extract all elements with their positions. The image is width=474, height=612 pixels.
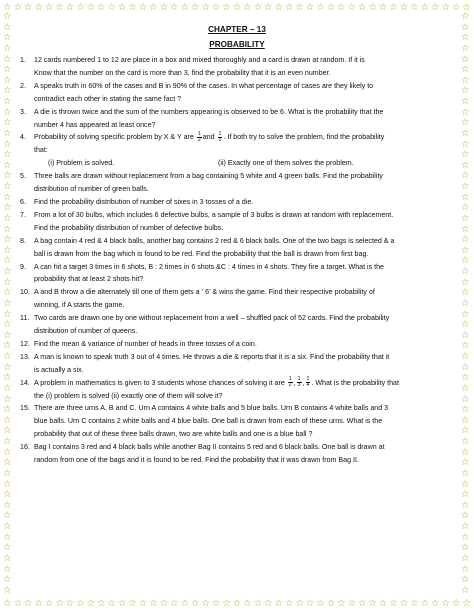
star-icon: ☆ xyxy=(222,598,231,609)
star-icon: ☆ xyxy=(368,598,377,609)
star-icon: ☆ xyxy=(3,404,12,416)
star-icon: ☆ xyxy=(461,234,470,246)
star-icon: ☆ xyxy=(461,425,470,437)
star-icon: ☆ xyxy=(3,11,12,22)
star-icon: ☆ xyxy=(253,2,263,13)
star-icon: ☆ xyxy=(461,467,470,479)
star-icon: ☆ xyxy=(180,598,189,609)
question-10: 10. A and B throw a die alternately till one of them gets a ‘ 6’ & wins the game. Find their respective probability of winning, if A starts the game. xyxy=(20,286,454,312)
star-icon: ☆ xyxy=(232,2,242,13)
question-number: 12. xyxy=(20,339,30,348)
star-icon: ☆ xyxy=(3,85,12,97)
question-number: 6. xyxy=(20,197,26,206)
star-icon: ☆ xyxy=(461,393,470,405)
star-icon: ☆ xyxy=(86,2,96,13)
star-icon: ☆ xyxy=(305,2,315,13)
star-icon: ☆ xyxy=(420,598,430,609)
star-icon: ☆ xyxy=(461,340,470,352)
star-icon: ☆ xyxy=(3,181,12,192)
question-4-parts xyxy=(20,157,454,170)
star-icon: ☆ xyxy=(274,2,283,13)
star-icon: ☆ xyxy=(295,2,304,13)
star-icon: ☆ xyxy=(347,598,356,609)
question-4: 4. Probability of solving specific problem by X & Y are $\frac{1}{2}$ and $\frac{1}{3}$ . If both try to solve the problem, find the probability that: xyxy=(20,131,454,157)
star-icon: ☆ xyxy=(3,499,12,511)
star-icon: ☆ xyxy=(430,2,440,13)
star-icon: ☆ xyxy=(117,2,127,13)
star-icon: ☆ xyxy=(461,11,470,22)
star-icon: ☆ xyxy=(368,2,377,13)
star-icon: ☆ xyxy=(441,2,450,13)
star-icon: ☆ xyxy=(96,598,106,609)
star-icon: ☆ xyxy=(378,598,388,609)
star-icon: ☆ xyxy=(357,2,367,13)
star-icon: ☆ xyxy=(461,159,470,171)
star-icon: ☆ xyxy=(3,170,12,182)
star-icon: ☆ xyxy=(461,53,470,65)
star-icon: ☆ xyxy=(399,598,409,609)
star-icon: ☆ xyxy=(23,598,33,609)
star-icon: ☆ xyxy=(462,598,471,609)
star-icon: ☆ xyxy=(3,489,12,501)
star-icon: ☆ xyxy=(117,598,127,609)
star-icon: ☆ xyxy=(461,244,470,256)
star-icon: ☆ xyxy=(3,531,12,543)
star-icon: ☆ xyxy=(263,2,273,13)
star-icon: ☆ xyxy=(461,329,470,341)
star-icon: ☆ xyxy=(211,2,221,13)
star-icon: ☆ xyxy=(55,598,64,609)
star-icon: ☆ xyxy=(326,2,336,13)
star-icon: ☆ xyxy=(461,489,470,501)
star-icon: ☆ xyxy=(128,598,137,609)
star-icon: ☆ xyxy=(190,598,200,609)
star-icon: ☆ xyxy=(461,202,470,214)
star-icon: ☆ xyxy=(451,2,461,13)
star-icon: ☆ xyxy=(461,127,470,139)
star-icon: ☆ xyxy=(3,191,12,203)
part-ii: (ii) Exactly one of them solves the problem. xyxy=(218,159,354,168)
star-icon: ☆ xyxy=(461,181,470,192)
star-icon: ☆ xyxy=(461,255,470,267)
question-11: 11. Two cards are drawn one by one without replacement from a well – shuffled pack of 52 cards. Find the probability distribution of number of queens. xyxy=(20,312,454,338)
star-icon: ☆ xyxy=(461,170,470,182)
star-icon: ☆ xyxy=(3,478,12,490)
star-icon: ☆ xyxy=(3,340,12,352)
star-icon: ☆ xyxy=(149,2,158,13)
star-icon: ☆ xyxy=(138,598,148,609)
star-icon: ☆ xyxy=(149,598,158,609)
star-icon: ☆ xyxy=(222,2,231,13)
star-icon: ☆ xyxy=(3,584,12,596)
star-icon: ☆ xyxy=(65,2,75,13)
star-icon: ☆ xyxy=(3,521,12,532)
star-icon: ☆ xyxy=(461,266,470,277)
star-icon: ☆ xyxy=(461,510,470,522)
star-icon: ☆ xyxy=(76,598,85,609)
star-icon: ☆ xyxy=(3,276,12,288)
star-icon: ☆ xyxy=(461,32,470,44)
star-icon: ☆ xyxy=(461,138,470,150)
star-icon: ☆ xyxy=(399,2,409,13)
star-icon: ☆ xyxy=(461,351,470,362)
star-icon: ☆ xyxy=(3,74,12,86)
star-icon: ☆ xyxy=(44,2,54,13)
star-icon: ☆ xyxy=(211,598,221,609)
star-icon: ☆ xyxy=(441,598,450,609)
star-icon: ☆ xyxy=(430,598,440,609)
star-icon: ☆ xyxy=(253,598,263,609)
star-icon: ☆ xyxy=(13,2,22,13)
chapter-heading: CHAPTER – 13 xyxy=(208,25,266,34)
star-icon: ☆ xyxy=(159,2,169,13)
star-icon: ☆ xyxy=(3,212,12,224)
star-icon: ☆ xyxy=(3,361,12,373)
star-icon: ☆ xyxy=(3,542,12,554)
star-icon: ☆ xyxy=(34,2,43,13)
star-icon: ☆ xyxy=(34,598,43,609)
question-2: 2. A speaks truth in 60% of the cases and B in 90% of the cases. In what percentage of cases are they likely to contradict each other in stating the same fact ? xyxy=(20,80,454,106)
star-icon: ☆ xyxy=(128,2,137,13)
star-icon: ☆ xyxy=(3,2,12,13)
star-icon: ☆ xyxy=(138,2,148,13)
question-number: 16. xyxy=(20,443,30,452)
star-icon: ☆ xyxy=(170,2,179,13)
star-icon: ☆ xyxy=(347,2,356,13)
star-icon: ☆ xyxy=(96,2,106,13)
question-13: 13. A man is known to speak truth 3 out of 4 times. He throws a die & reports that it is a six. Find the probability that it is actually a six. xyxy=(20,351,454,377)
star-icon: ☆ xyxy=(461,521,470,532)
star-icon: ☆ xyxy=(3,127,12,139)
star-icon: ☆ xyxy=(461,361,470,373)
star-icon: ☆ xyxy=(305,598,315,609)
star-icon: ☆ xyxy=(243,598,252,609)
star-icon: ☆ xyxy=(232,598,242,609)
star-icon: ☆ xyxy=(461,382,470,394)
star-icon: ☆ xyxy=(3,598,12,609)
question-number: 3. xyxy=(20,107,26,116)
star-icon: ☆ xyxy=(3,319,12,331)
star-icon: ☆ xyxy=(410,598,419,609)
star-icon: ☆ xyxy=(3,32,12,44)
star-icon: ☆ xyxy=(243,2,252,13)
star-icon: ☆ xyxy=(3,393,12,405)
star-icon: ☆ xyxy=(389,598,398,609)
star-icon: ☆ xyxy=(461,96,470,107)
star-icon: ☆ xyxy=(284,2,294,13)
star-icon: ☆ xyxy=(263,598,273,609)
question-number: 8. xyxy=(20,236,26,245)
question-number: 11. xyxy=(20,314,30,323)
star-icon: ☆ xyxy=(3,287,12,299)
star-icon: ☆ xyxy=(65,598,75,609)
question-number: 9. xyxy=(20,262,26,271)
star-icon: ☆ xyxy=(461,478,470,490)
star-icon: ☆ xyxy=(461,74,470,86)
star-icon: ☆ xyxy=(410,2,419,13)
question-number: 15. xyxy=(20,404,30,413)
star-icon: ☆ xyxy=(337,2,346,13)
star-icon: ☆ xyxy=(3,446,12,458)
star-icon: ☆ xyxy=(3,308,12,320)
star-icon: ☆ xyxy=(3,436,12,447)
star-icon: ☆ xyxy=(3,117,12,129)
star-icon: ☆ xyxy=(3,53,12,65)
star-icon: ☆ xyxy=(3,574,12,586)
question-1: 1. 12 cards numbered 1 to 12 are place in a box and mixed thoroughly and a card is drawn at random. If it is Know that the number on the card is more than 3, find the probability that it is an even number. xyxy=(20,54,454,80)
topic-heading: PROBABILITY xyxy=(209,40,265,49)
star-icon: ☆ xyxy=(3,159,12,171)
star-border-bottom xyxy=(3,599,471,609)
star-icon: ☆ xyxy=(337,598,346,609)
star-icon: ☆ xyxy=(461,414,470,426)
fraction: $\frac{1}{3}$ xyxy=(218,130,222,144)
question-number: 10. xyxy=(20,288,30,297)
star-icon: ☆ xyxy=(3,64,12,76)
star-icon: ☆ xyxy=(3,382,12,394)
star-icon: ☆ xyxy=(3,425,12,437)
star-icon: ☆ xyxy=(3,138,12,150)
star-icon: ☆ xyxy=(461,276,470,288)
fraction: $\frac{1}{2}$ xyxy=(197,130,201,144)
star-icon: ☆ xyxy=(461,446,470,458)
star-icon: ☆ xyxy=(86,598,96,609)
star-icon: ☆ xyxy=(461,297,470,309)
star-icon: ☆ xyxy=(295,598,304,609)
fraction: $\frac{1}{3}$ xyxy=(297,375,301,389)
star-icon: ☆ xyxy=(461,542,470,554)
star-icon: ☆ xyxy=(3,467,12,479)
question-number: 14. xyxy=(20,378,30,387)
star-icon: ☆ xyxy=(389,2,398,13)
question-7: 7. From a lot of 30 bulbs, which includes 6 defective bulbs, a sample of 3 bulbs is drawn at random with replacement. Find the probability distribution of number of defective bulbs. xyxy=(20,209,454,235)
question-9: 9. A can hit a target 3 times in 6 shots, B : 2 times in 6 shots &C : 4 times in 4 shots. They fire a target. What is the probability that at least 2 shots hit? xyxy=(20,261,454,287)
star-border-right xyxy=(461,12,470,596)
fraction: $\frac{1}{4}$ xyxy=(306,375,310,389)
question-number: 2. xyxy=(20,81,26,90)
star-icon: ☆ xyxy=(201,598,210,609)
star-icon: ☆ xyxy=(461,499,470,511)
star-icon: ☆ xyxy=(107,598,116,609)
star-icon: ☆ xyxy=(461,584,470,596)
star-icon: ☆ xyxy=(3,372,12,384)
star-icon: ☆ xyxy=(461,191,470,203)
star-icon: ☆ xyxy=(107,2,116,13)
question-16: 16. Bag I contains 3 red and 4 black balls while another Bag II contains 5 red and 6 black balls. One ball is drawn at random from one of the bags and it is found to be red. Find the probability that it was drawn from Bag II. xyxy=(20,441,454,467)
star-icon: ☆ xyxy=(3,106,12,118)
star-icon: ☆ xyxy=(461,42,470,54)
star-icon: ☆ xyxy=(274,598,283,609)
star-icon: ☆ xyxy=(3,21,12,33)
star-icon: ☆ xyxy=(462,2,471,13)
star-icon: ☆ xyxy=(461,404,470,416)
question-number: 4. xyxy=(20,133,26,142)
star-icon: ☆ xyxy=(326,598,336,609)
fraction: $\frac{1}{2}$ xyxy=(288,375,292,389)
star-icon: ☆ xyxy=(461,21,470,33)
part-i: (i) Problem is solved. xyxy=(48,159,115,168)
star-border-top xyxy=(3,3,471,13)
star-icon: ☆ xyxy=(23,2,33,13)
star-icon: ☆ xyxy=(461,574,470,586)
star-icon: ☆ xyxy=(44,598,54,609)
star-icon: ☆ xyxy=(3,329,12,341)
star-icon: ☆ xyxy=(3,552,12,564)
star-icon: ☆ xyxy=(159,598,169,609)
star-icon: ☆ xyxy=(461,287,470,299)
star-icon: ☆ xyxy=(461,372,470,384)
star-icon: ☆ xyxy=(461,436,470,447)
star-icon: ☆ xyxy=(357,598,367,609)
star-icon: ☆ xyxy=(3,202,12,214)
question-15: 15. There are three urns A, B and C. Urn A contains 4 white balls and 5 blue balls. Urn B contains 4 white balls and 3 blue balls. Urn C contains 2 white balls and 4 blue balls. One ball is drawn from each of these urns. What is the probability that out of these three balls drawn, two are white balls and one is a blue ball ? xyxy=(20,402,454,441)
star-icon: ☆ xyxy=(3,244,12,256)
star-icon: ☆ xyxy=(3,351,12,362)
star-icon: ☆ xyxy=(3,414,12,426)
star-border-left xyxy=(3,12,12,596)
question-3: 3. A die is thrown twice and the sum of the numbers appearing is observed to be 6. What is the probability that the number 4 has appeared at least once? xyxy=(20,106,454,132)
question-number: 7. xyxy=(20,210,26,219)
star-icon: ☆ xyxy=(3,223,12,235)
question-number: 13. xyxy=(20,352,30,361)
star-icon: ☆ xyxy=(3,42,12,54)
star-icon: ☆ xyxy=(461,223,470,235)
star-icon: ☆ xyxy=(170,598,179,609)
star-icon: ☆ xyxy=(461,531,470,543)
star-icon: ☆ xyxy=(451,598,461,609)
star-icon: ☆ xyxy=(3,234,12,246)
star-icon: ☆ xyxy=(461,563,470,575)
star-icon: ☆ xyxy=(3,149,12,161)
star-icon: ☆ xyxy=(461,117,470,129)
star-icon: ☆ xyxy=(55,2,64,13)
star-icon: ☆ xyxy=(3,96,12,107)
star-icon: ☆ xyxy=(378,2,388,13)
question-number: 1. xyxy=(20,56,26,64)
question-8: 8. A bag contain 4 red & 4 black balls, another bag contains 2 red & 6 black balls. One of the two bags is selected & a ball is drawn from the bag which is found to be red. Find the probability that the ball is drawn from first bag. xyxy=(20,235,454,261)
question-number: 5. xyxy=(20,172,26,181)
star-icon: ☆ xyxy=(420,2,430,13)
star-icon: ☆ xyxy=(3,297,12,309)
star-icon: ☆ xyxy=(13,598,22,609)
star-icon: ☆ xyxy=(461,85,470,97)
star-icon: ☆ xyxy=(461,106,470,118)
star-icon: ☆ xyxy=(461,308,470,320)
star-icon: ☆ xyxy=(3,457,12,469)
question-14: 14. A problem in mathematics is given to 3 students whose chances of solving it are $\frac{1}{2}$ , $\frac{1}{3}$ , $\frac{1}{4}$ . What is the probability that the (i) problem is solved (ii) exactly one of them will solve it? xyxy=(20,377,454,403)
star-icon: ☆ xyxy=(461,457,470,469)
star-icon: ☆ xyxy=(316,598,325,609)
star-icon: ☆ xyxy=(76,2,85,13)
star-icon: ☆ xyxy=(3,563,12,575)
star-icon: ☆ xyxy=(3,255,12,267)
star-icon: ☆ xyxy=(461,319,470,331)
worksheet xyxy=(20,22,454,467)
question-12: 12. Find the mean & variance of number of heads in three tosses of a coin. xyxy=(20,338,454,351)
star-icon: ☆ xyxy=(461,552,470,564)
star-icon: ☆ xyxy=(284,598,294,609)
question-6: 6. Find the probability distribution of number of sixes in 3 tosses of a die. xyxy=(20,196,454,209)
star-icon: ☆ xyxy=(180,2,189,13)
star-icon: ☆ xyxy=(461,149,470,161)
star-icon: ☆ xyxy=(201,2,210,13)
star-icon: ☆ xyxy=(3,266,12,277)
star-icon: ☆ xyxy=(316,2,325,13)
star-icon: ☆ xyxy=(461,212,470,224)
star-icon: ☆ xyxy=(190,2,200,13)
star-icon: ☆ xyxy=(461,64,470,76)
star-icon: ☆ xyxy=(3,510,12,522)
question-5: 5. Three balls are drawn without replacement from a bag containing 5 white and 4 green balls. Find the probability distribution of number of green balls. xyxy=(20,170,454,196)
